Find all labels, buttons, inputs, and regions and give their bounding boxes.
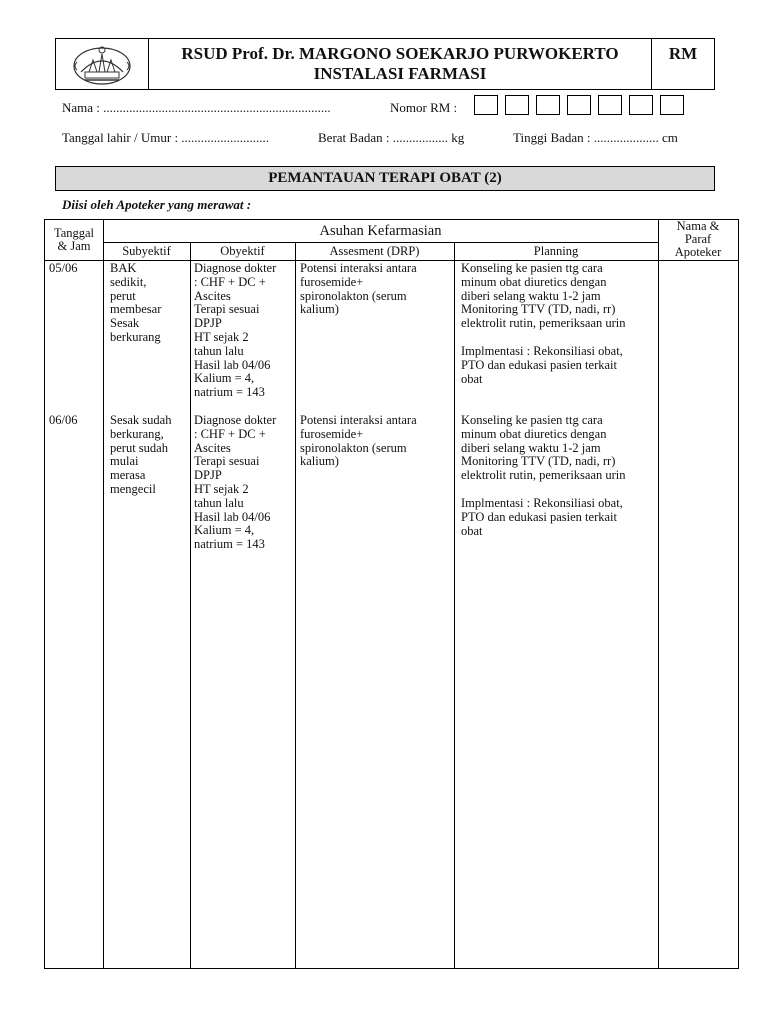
cell-line: merasa [110,468,146,483]
height-field: Tinggi Badan : .................... cm [513,130,678,145]
cell-line: spironolakton (serum [300,288,407,303]
entry-subjective [110,262,161,345]
cell-line: minum obat diuretics dengan [461,274,607,289]
entry-objective [194,414,276,552]
cell-line: Implmentasi : Rekonsiliasi obat, [461,496,623,510]
rm-digit-box [660,95,684,115]
cell-line: Sesak sudah [110,413,172,427]
cell-line: elektrolit rutin, pemeriksaan urin [461,316,626,331]
weight-field: Berat Badan : ................. kg [318,130,465,145]
cell-line: Monitoring TTV (TD, nadi, rr) [461,302,616,317]
cell-line: furosemide+ [300,274,364,289]
subjective-column-header: Subyektif [122,244,171,258]
cell-line: PTO dan edukasi pasien terkait [461,357,617,372]
date-column-header: Tanggal & Jam [53,226,95,253]
entry-implementation [461,497,623,538]
column-divider [658,220,659,968]
cell-line: DPJP [194,468,222,483]
entry-date: 05/06 [49,261,78,275]
cell-line: natrium = 143 [194,537,265,552]
cell-line: diberi selang waktu 1-2 jam [461,440,601,455]
cell-line: obat [461,523,483,538]
cell-line: kalium) [300,454,339,469]
rm-digit-box [536,95,560,115]
cell-line: BAK [110,261,137,275]
entry-planning [461,262,626,331]
planning-column-header: Planning [533,244,579,258]
cell-line: Konseling ke pasien ttg cara [461,413,603,427]
entry-planning [461,414,626,483]
cell-line: Kalium = 4, [194,523,255,538]
cell-line: tahun lalu [194,495,244,510]
entry-subjective [110,414,171,497]
cell-line: sedikit, [110,274,147,289]
cell-line: natrium = 143 [194,385,265,400]
cell-line: berkurang, [110,426,164,441]
entry-objective [194,262,276,400]
cell-line: membesar [110,302,162,317]
cell-line: elektrolit rutin, pemeriksaan urin [461,468,626,483]
column-divider [454,242,455,968]
rm-code: RM [668,44,698,63]
cell-line: PTO dan edukasi pasien terkait [461,509,617,524]
cell-line: Ascites [194,440,231,455]
row-divider [103,242,658,243]
cell-line: : CHF + DC + [194,426,266,441]
cell-line: Diagnose dokter [194,413,277,427]
column-divider [103,220,104,968]
cell-line: Sesak [110,316,140,331]
cell-line: tahun lalu [194,343,244,358]
rm-digit-box [598,95,622,115]
cell-line: HT sejak 2 [194,481,249,496]
rm-number-label: Nomor RM : [390,100,458,115]
column-divider [190,242,191,968]
cell-line: minum obat diuretics dengan [461,426,607,441]
hospital-logo [56,39,149,89]
cell-line: diberi selang waktu 1-2 jam [461,288,601,303]
cell-line: : CHF + DC + [194,274,266,289]
cell-line: Konseling ke pasien ttg cara [461,261,603,275]
column-divider [295,242,296,968]
cell-line: Potensi interaksi antara [300,413,417,427]
cell-line: Hasil lab 04/06 [194,509,271,524]
group-header: Asuhan Kefarmasian [319,223,442,239]
rm-digit-box [505,95,529,115]
cell-line: berkurang [110,329,161,344]
cell-line: DPJP [194,316,222,331]
pharmacist-column-header: Nama & Paraf Apoteker [674,219,722,259]
birth-date-field: Tanggal lahir / Umur : ........................... [62,130,270,145]
cell-line: Monitoring TTV (TD, nadi, rr) [461,454,616,469]
rm-digit-box [629,95,653,115]
header-title [149,39,652,89]
rm-number-boxes [474,95,684,115]
cell-line: perut [110,288,136,303]
crest-emblem-icon [71,42,133,86]
objective-column-header: Obyektif [220,244,265,258]
cell-line: Terapi sesuai [194,302,260,317]
patient-name-field: Nama : ...................................................................... [62,100,331,115]
department-name: INSTALASI FARMASI [313,64,487,83]
cell-line: Ascites [194,288,231,303]
assessment-column-header: Assesment (DRP) [329,244,420,258]
therapy-monitoring-table [44,219,739,969]
entry-date: 06/06 [49,413,78,427]
cell-line: Kalium = 4, [194,371,255,386]
cell-line: Implmentasi : Rekonsiliasi obat, [461,344,623,358]
cell-line: Diagnose dokter [194,261,277,275]
cell-line: obat [461,371,483,386]
rm-digit-box [567,95,591,115]
instruction-text: Diisi oleh Apoteker yang merawat : [62,197,252,212]
cell-line: Hasil lab 04/06 [194,357,271,372]
cell-line: Terapi sesuai [194,454,260,469]
cell-line: kalium) [300,302,339,317]
cell-line: spironolakton (serum [300,440,407,455]
cell-line: furosemide+ [300,426,364,441]
hospital-name: RSUD Prof. Dr. MARGONO SOEKARJO PURWOKERTO [181,44,619,63]
cell-line: Potensi interaksi antara [300,261,417,275]
form-header [55,38,715,90]
cell-line: mulai [110,454,139,469]
cell-line: HT sejak 2 [194,329,249,344]
entry-implementation [461,345,623,386]
cell-line: perut sudah [110,440,168,455]
entry-assessment [300,414,417,469]
cell-line: mengecil [110,481,156,496]
rm-digit-box [474,95,498,115]
section-title: PEMANTAUAN TERAPI OBAT (2) [55,166,715,191]
entry-assessment [300,262,417,317]
